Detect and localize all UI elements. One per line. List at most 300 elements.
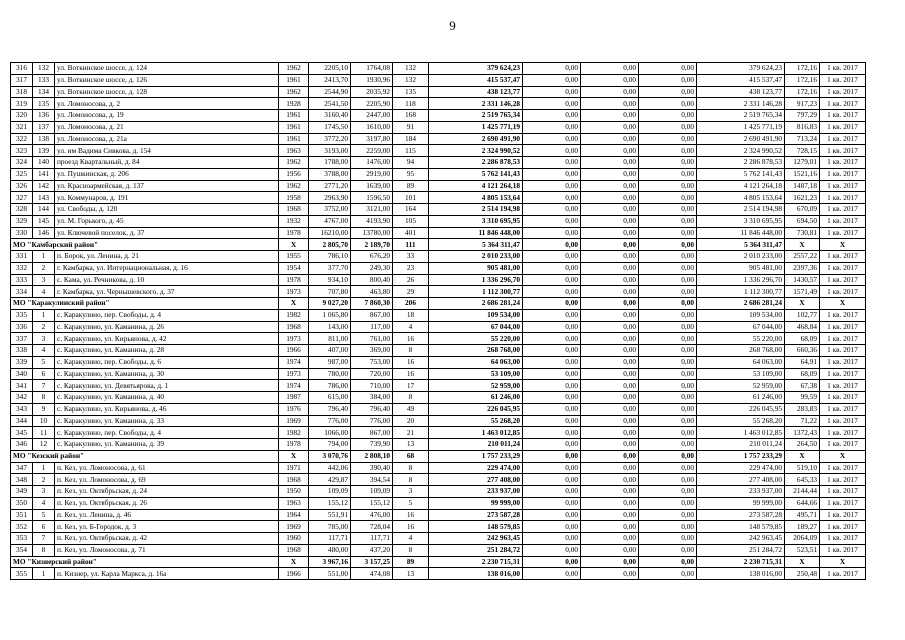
cost-col-1: 0,00 — [523, 157, 581, 169]
residents: 17 — [393, 380, 429, 392]
cost-per-sqm: X — [785, 450, 820, 462]
cost-col-2: 0,00 — [581, 262, 639, 274]
address: ул. Воткинское шоссе, д. 124 — [55, 63, 279, 75]
address: с. Каракулино, пер. Свободы, д. 4 — [55, 427, 279, 439]
residents: 89 — [393, 180, 429, 192]
cost-col-1: 0,00 — [523, 556, 581, 568]
cost-col-3: 0,00 — [639, 157, 697, 169]
residents: 21 — [393, 427, 429, 439]
address: с. Каракулино, ул. Каманина, д. 39 — [55, 439, 279, 451]
row-number: 336 — [11, 321, 33, 333]
cost-col-2: 0,00 — [581, 251, 639, 263]
residents: 29 — [393, 286, 429, 298]
cost-col-4: 273 587,28 — [697, 509, 785, 521]
cost-col-4: 2 286 878,53 — [697, 157, 785, 169]
cost-col-1: 0,00 — [523, 227, 581, 239]
table-row — [11, 356, 866, 368]
residents: 8 — [393, 392, 429, 404]
cost-col-2: 0,00 — [581, 145, 639, 157]
total-area: 3 967,16 — [309, 556, 351, 568]
residents: 49 — [393, 403, 429, 415]
row-number: 345 — [11, 427, 33, 439]
table-row — [11, 486, 866, 498]
total-area: 934,10 — [309, 274, 351, 286]
cost-col-4: 210 011,24 — [697, 439, 785, 451]
living-area: 800,40 — [351, 274, 393, 286]
total-cost: 3 310 695,95 — [429, 215, 523, 227]
table-row — [11, 145, 866, 157]
year-built: 1973 — [279, 333, 309, 345]
living-area: 476,00 — [351, 509, 393, 521]
cost-col-2: 0,00 — [581, 168, 639, 180]
residents: 13 — [393, 568, 429, 580]
cost-col-2: 0,00 — [581, 239, 639, 251]
cost-per-sqm: 519,10 — [785, 462, 820, 474]
district-total-row — [11, 239, 866, 251]
cost-col-1: 0,00 — [523, 450, 581, 462]
local-number: 3 — [33, 486, 55, 498]
row-number: 330 — [11, 227, 33, 239]
local-number: 134 — [33, 86, 55, 98]
cost-col-1: 0,00 — [523, 356, 581, 368]
total-area: 1066,00 — [309, 427, 351, 439]
cost-col-4: 52 959,00 — [697, 380, 785, 392]
total-cost: 1 757 233,29 — [429, 450, 523, 462]
cost-col-1: 0,00 — [523, 98, 581, 110]
residents: 111 — [393, 239, 429, 251]
table-row — [11, 63, 866, 75]
completion-period: X — [820, 450, 866, 462]
total-cost: 52 959,00 — [429, 380, 523, 392]
cost-col-3: 0,00 — [639, 298, 697, 310]
local-number: 140 — [33, 157, 55, 169]
cost-per-sqm: 713,24 — [785, 133, 820, 145]
cost-col-1: 0,00 — [523, 251, 581, 263]
cost-col-4: 415 537,47 — [697, 74, 785, 86]
row-number: 335 — [11, 309, 33, 321]
living-area: 369,00 — [351, 345, 393, 357]
total-area: 9 027,20 — [309, 298, 351, 310]
row-number: 333 — [11, 274, 33, 286]
completion-period: 1 кв. 2017 — [820, 157, 866, 169]
residents: 164 — [393, 204, 429, 216]
cost-col-1: 0,00 — [523, 204, 581, 216]
year-built: 1969 — [279, 415, 309, 427]
address: ул. Красноармейская, д. 137 — [55, 180, 279, 192]
cost-col-3: 0,00 — [639, 497, 697, 509]
year-built: 1955 — [279, 251, 309, 263]
cost-col-2: 0,00 — [581, 227, 639, 239]
completion-period: 1 кв. 2017 — [820, 110, 866, 122]
living-area: 2 189,70 — [351, 239, 393, 251]
cost-per-sqm: 2557,22 — [785, 251, 820, 263]
living-area: 474,08 — [351, 568, 393, 580]
table-row — [11, 321, 866, 333]
local-number: 11 — [33, 427, 55, 439]
year-built: 1978 — [279, 439, 309, 451]
cost-col-1: 0,00 — [523, 403, 581, 415]
total-cost: 109 534,00 — [429, 309, 523, 321]
cost-col-2: 0,00 — [581, 333, 639, 345]
year-built: 1950 — [279, 486, 309, 498]
cost-col-4: 53 109,00 — [697, 368, 785, 380]
row-number: 334 — [11, 286, 33, 298]
cost-per-sqm: 2397,36 — [785, 262, 820, 274]
total-cost: 11 846 448,00 — [429, 227, 523, 239]
living-area: 3121,00 — [351, 204, 393, 216]
completion-period: 1 кв. 2017 — [820, 98, 866, 110]
residents: 168 — [393, 110, 429, 122]
living-area: 1930,96 — [351, 74, 393, 86]
cost-col-2: 0,00 — [581, 568, 639, 580]
row-number: 354 — [11, 544, 33, 556]
cost-col-3: 0,00 — [639, 98, 697, 110]
district-name: МО "Кезский район" — [11, 450, 279, 462]
row-number: 343 — [11, 403, 33, 415]
district-name: МО "Кизнерский район" — [11, 556, 279, 568]
completion-period: 1 кв. 2017 — [820, 497, 866, 509]
cost-col-2: 0,00 — [581, 286, 639, 298]
total-cost: 55 268,20 — [429, 415, 523, 427]
address: с. Каракулино, ул. Кирьянова, д. 46 — [55, 403, 279, 415]
completion-period: 1 кв. 2017 — [820, 262, 866, 274]
table-row — [11, 121, 866, 133]
local-number: 8 — [33, 392, 55, 404]
address: п. Кизнер, ул. Карла Маркса, д. 16а — [55, 568, 279, 580]
living-area: 394,54 — [351, 474, 393, 486]
cost-col-3: 0,00 — [639, 74, 697, 86]
total-cost: 905 481,00 — [429, 262, 523, 274]
local-number: 7 — [33, 533, 55, 545]
residents: 206 — [393, 298, 429, 310]
cost-per-sqm: 172,16 — [785, 74, 820, 86]
residents: 26 — [393, 274, 429, 286]
total-area: 3160,40 — [309, 110, 351, 122]
cost-col-3: 0,00 — [639, 568, 697, 580]
total-cost: 1 112 300,77 — [429, 286, 523, 298]
completion-period: 1 кв. 2017 — [820, 204, 866, 216]
cost-per-sqm: 250,48 — [785, 568, 820, 580]
cost-per-sqm: 694,50 — [785, 215, 820, 227]
cost-per-sqm: 71,22 — [785, 415, 820, 427]
cost-col-3: 0,00 — [639, 86, 697, 98]
cost-col-3: 0,00 — [639, 439, 697, 451]
total-area: 794,00 — [309, 439, 351, 451]
total-area: 4767,00 — [309, 215, 351, 227]
residents: 16 — [393, 509, 429, 521]
cost-col-2: 0,00 — [581, 204, 639, 216]
address: с. Каракулино, ул. Каманина, д. 28 — [55, 345, 279, 357]
year-built: 1982 — [279, 427, 309, 439]
cost-col-3: 0,00 — [639, 251, 697, 263]
total-cost: 210 011,24 — [429, 439, 523, 451]
address: ул. Свободы, д. 120 — [55, 204, 279, 216]
address: п. Кез, ул. Октябрьская, д. 26 — [55, 497, 279, 509]
local-number: 4 — [33, 345, 55, 357]
year-built: X — [279, 298, 309, 310]
cost-col-1: 0,00 — [523, 192, 581, 204]
year-built: 1982 — [279, 309, 309, 321]
address: с. Каракулино, ул. Каманина, д. 26 — [55, 321, 279, 333]
cost-col-2: 0,00 — [581, 450, 639, 462]
table-row — [11, 192, 866, 204]
cost-col-1: 0,00 — [523, 462, 581, 474]
year-built: 1964 — [279, 509, 309, 521]
total-cost: 438 123,77 — [429, 86, 523, 98]
cost-col-3: 0,00 — [639, 121, 697, 133]
residents: 16 — [393, 521, 429, 533]
cost-col-3: 0,00 — [639, 533, 697, 545]
cost-per-sqm: 172,16 — [785, 86, 820, 98]
table-row — [11, 403, 866, 415]
cost-col-4: 138 016,00 — [697, 568, 785, 580]
cost-col-2: 0,00 — [581, 415, 639, 427]
total-area: 796,40 — [309, 403, 351, 415]
district-total-row — [11, 556, 866, 568]
address: с. Каракулино, ул. Каманина, д. 30 — [55, 368, 279, 380]
residents: 8 — [393, 544, 429, 556]
cost-per-sqm: 523,51 — [785, 544, 820, 556]
page-number: 9 — [449, 18, 456, 33]
living-area: 384,00 — [351, 392, 393, 404]
row-number: 332 — [11, 262, 33, 274]
total-area: 3788,00 — [309, 168, 351, 180]
cost-per-sqm: 1571,49 — [785, 286, 820, 298]
total-cost: 2 690 491,90 — [429, 133, 523, 145]
cost-col-4: 277 408,00 — [697, 474, 785, 486]
cost-col-3: 0,00 — [639, 110, 697, 122]
completion-period: 1 кв. 2017 — [820, 568, 866, 580]
completion-period: 1 кв. 2017 — [820, 380, 866, 392]
living-area: 2919,00 — [351, 168, 393, 180]
residents: 101 — [393, 192, 429, 204]
cost-col-4: 55 268,20 — [697, 415, 785, 427]
total-area: 429,87 — [309, 474, 351, 486]
cost-col-2: 0,00 — [581, 180, 639, 192]
total-area: 109,09 — [309, 486, 351, 498]
address: п. Борок, ул. Ленина, д. 21 — [55, 251, 279, 263]
residents: 8 — [393, 345, 429, 357]
total-cost: 379 624,23 — [429, 63, 523, 75]
cost-col-2: 0,00 — [581, 439, 639, 451]
living-area: 2205,90 — [351, 98, 393, 110]
table-row — [11, 544, 866, 556]
residents: 8 — [393, 474, 429, 486]
table-row — [11, 274, 866, 286]
cost-col-1: 0,00 — [523, 180, 581, 192]
cost-col-1: 0,00 — [523, 74, 581, 86]
table-row — [11, 215, 866, 227]
cost-per-sqm: 1430,57 — [785, 274, 820, 286]
year-built: 1958 — [279, 192, 309, 204]
cost-col-3: 0,00 — [639, 227, 697, 239]
address: г. Камбарка, ул. Интернациональная, д. 16 — [55, 262, 279, 274]
local-number: 143 — [33, 192, 55, 204]
cost-col-1: 0,00 — [523, 415, 581, 427]
total-cost: 2 331 146,28 — [429, 98, 523, 110]
total-area: 780,00 — [309, 368, 351, 380]
cost-per-sqm: 917,23 — [785, 98, 820, 110]
residents: 5 — [393, 497, 429, 509]
cost-col-4: 1 425 771,19 — [697, 121, 785, 133]
cost-col-2: 0,00 — [581, 368, 639, 380]
cost-col-1: 0,00 — [523, 239, 581, 251]
year-built: 1978 — [279, 274, 309, 286]
table-row — [11, 509, 866, 521]
cost-col-4: 99 999,00 — [697, 497, 785, 509]
completion-period: 1 кв. 2017 — [820, 121, 866, 133]
living-area: 3197,80 — [351, 133, 393, 145]
total-cost: 67 044,00 — [429, 321, 523, 333]
total-area: 117,71 — [309, 533, 351, 545]
row-number: 325 — [11, 168, 33, 180]
completion-period: 1 кв. 2017 — [820, 392, 866, 404]
cost-col-4: 242 963,45 — [697, 533, 785, 545]
cost-col-2: 0,00 — [581, 486, 639, 498]
total-cost: 251 284,72 — [429, 544, 523, 556]
cost-col-2: 0,00 — [581, 356, 639, 368]
cost-per-sqm: 1621,23 — [785, 192, 820, 204]
living-area: 117,71 — [351, 533, 393, 545]
cost-col-3: 0,00 — [639, 192, 697, 204]
total-cost: 64 063,00 — [429, 356, 523, 368]
year-built: 1961 — [279, 133, 309, 145]
row-number: 319 — [11, 98, 33, 110]
year-built: 1960 — [279, 533, 309, 545]
residents: 8 — [393, 462, 429, 474]
cost-col-2: 0,00 — [581, 133, 639, 145]
total-area: 2205,10 — [309, 63, 351, 75]
year-built: 1932 — [279, 215, 309, 227]
cost-col-1: 0,00 — [523, 298, 581, 310]
cost-col-1: 0,00 — [523, 392, 581, 404]
cost-col-3: 0,00 — [639, 286, 697, 298]
cost-per-sqm: 468,84 — [785, 321, 820, 333]
total-cost: 1 336 296,70 — [429, 274, 523, 286]
total-cost: 233 937,00 — [429, 486, 523, 498]
completion-period: 1 кв. 2017 — [820, 192, 866, 204]
total-area: 2541,50 — [309, 98, 351, 110]
completion-period: 1 кв. 2017 — [820, 486, 866, 498]
completion-period: 1 кв. 2017 — [820, 356, 866, 368]
year-built: 1974 — [279, 380, 309, 392]
cost-col-3: 0,00 — [639, 356, 697, 368]
address: п. Кез, ул. Ломоносова, д. 61 — [55, 462, 279, 474]
cost-col-1: 0,00 — [523, 368, 581, 380]
address: проезд Квартальный, д. 84 — [55, 157, 279, 169]
residents: 16 — [393, 356, 429, 368]
completion-period: 1 кв. 2017 — [820, 274, 866, 286]
address: п. Кез, ул. Б-Городок, д. 3 — [55, 521, 279, 533]
total-cost: 4 121 264,18 — [429, 180, 523, 192]
completion-period: 1 кв. 2017 — [820, 133, 866, 145]
address: г. Камбарка, ул. Чернышевского, д. 37 — [55, 286, 279, 298]
local-number: 2 — [33, 262, 55, 274]
cost-col-1: 0,00 — [523, 274, 581, 286]
total-area: 2544,90 — [309, 86, 351, 98]
address: с. Каракулино, ул. Кирьянова, д. 42 — [55, 333, 279, 345]
row-number: 317 — [11, 74, 33, 86]
cost-per-sqm: 283,83 — [785, 403, 820, 415]
year-built: 1962 — [279, 63, 309, 75]
cost-per-sqm: 1279,01 — [785, 157, 820, 169]
total-area: 786,00 — [309, 380, 351, 392]
cost-col-4: 905 481,00 — [697, 262, 785, 274]
total-area: 1 065,80 — [309, 309, 351, 321]
cost-col-4: 229 474,00 — [697, 462, 785, 474]
address: ул. Ломоносова, д. 21а — [55, 133, 279, 145]
residents: 184 — [393, 133, 429, 145]
cost-col-2: 0,00 — [581, 380, 639, 392]
residents: 105 — [393, 215, 429, 227]
cost-col-1: 0,00 — [523, 63, 581, 75]
cost-col-1: 0,00 — [523, 439, 581, 451]
residents: 4 — [393, 321, 429, 333]
row-number: 328 — [11, 204, 33, 216]
cost-col-3: 0,00 — [639, 368, 697, 380]
total-area: 480,00 — [309, 544, 351, 556]
total-area: 3772,20 — [309, 133, 351, 145]
residents: 33 — [393, 251, 429, 263]
residents: 89 — [393, 556, 429, 568]
local-number: 1 — [33, 309, 55, 321]
table-row — [11, 286, 866, 298]
cost-col-3: 0,00 — [639, 427, 697, 439]
total-area: 551,91 — [309, 509, 351, 521]
local-number: 133 — [33, 74, 55, 86]
local-number: 5 — [33, 509, 55, 521]
cost-col-4: 2 324 990,52 — [697, 145, 785, 157]
cost-col-1: 0,00 — [523, 486, 581, 498]
address: с. Каракулино, ул. Каманина, д. 33 — [55, 415, 279, 427]
cost-col-4: 2 519 765,34 — [697, 110, 785, 122]
year-built: 1978 — [279, 227, 309, 239]
year-built: 1962 — [279, 180, 309, 192]
local-number: 6 — [33, 368, 55, 380]
cost-per-sqm: 64,91 — [785, 356, 820, 368]
total-cost: 415 537,47 — [429, 74, 523, 86]
address: с. Каракулино, ул. Девятьярова, д. 1 — [55, 380, 279, 392]
address: ул. М. Горького, д. 45 — [55, 215, 279, 227]
completion-period: 1 кв. 2017 — [820, 309, 866, 321]
row-number: 350 — [11, 497, 33, 509]
living-area: 4193,90 — [351, 215, 393, 227]
total-cost: 2 686 281,24 — [429, 298, 523, 310]
address: ул. Ключевой поселок, д. 37 — [55, 227, 279, 239]
address: с. Каракулино, пер. Свободы, д. 4 — [55, 309, 279, 321]
living-area: 739,90 — [351, 439, 393, 451]
living-area: 2259,00 — [351, 145, 393, 157]
cost-per-sqm: 264,50 — [785, 439, 820, 451]
cost-col-1: 0,00 — [523, 86, 581, 98]
cost-per-sqm: 2064,09 — [785, 533, 820, 545]
table-row — [11, 568, 866, 580]
cost-per-sqm: 730,81 — [785, 227, 820, 239]
cost-per-sqm: 644,66 — [785, 497, 820, 509]
local-number: 12 — [33, 439, 55, 451]
cost-col-3: 0,00 — [639, 274, 697, 286]
residents: 4 — [393, 533, 429, 545]
cost-col-1: 0,00 — [523, 497, 581, 509]
cost-col-3: 0,00 — [639, 204, 697, 216]
completion-period: 1 кв. 2017 — [820, 74, 866, 86]
cost-per-sqm: 99,59 — [785, 392, 820, 404]
residents: 3 — [393, 486, 429, 498]
total-cost: 55 220,00 — [429, 333, 523, 345]
row-number: 344 — [11, 415, 33, 427]
cost-col-4: 1 757 233,29 — [697, 450, 785, 462]
residents: 132 — [393, 63, 429, 75]
